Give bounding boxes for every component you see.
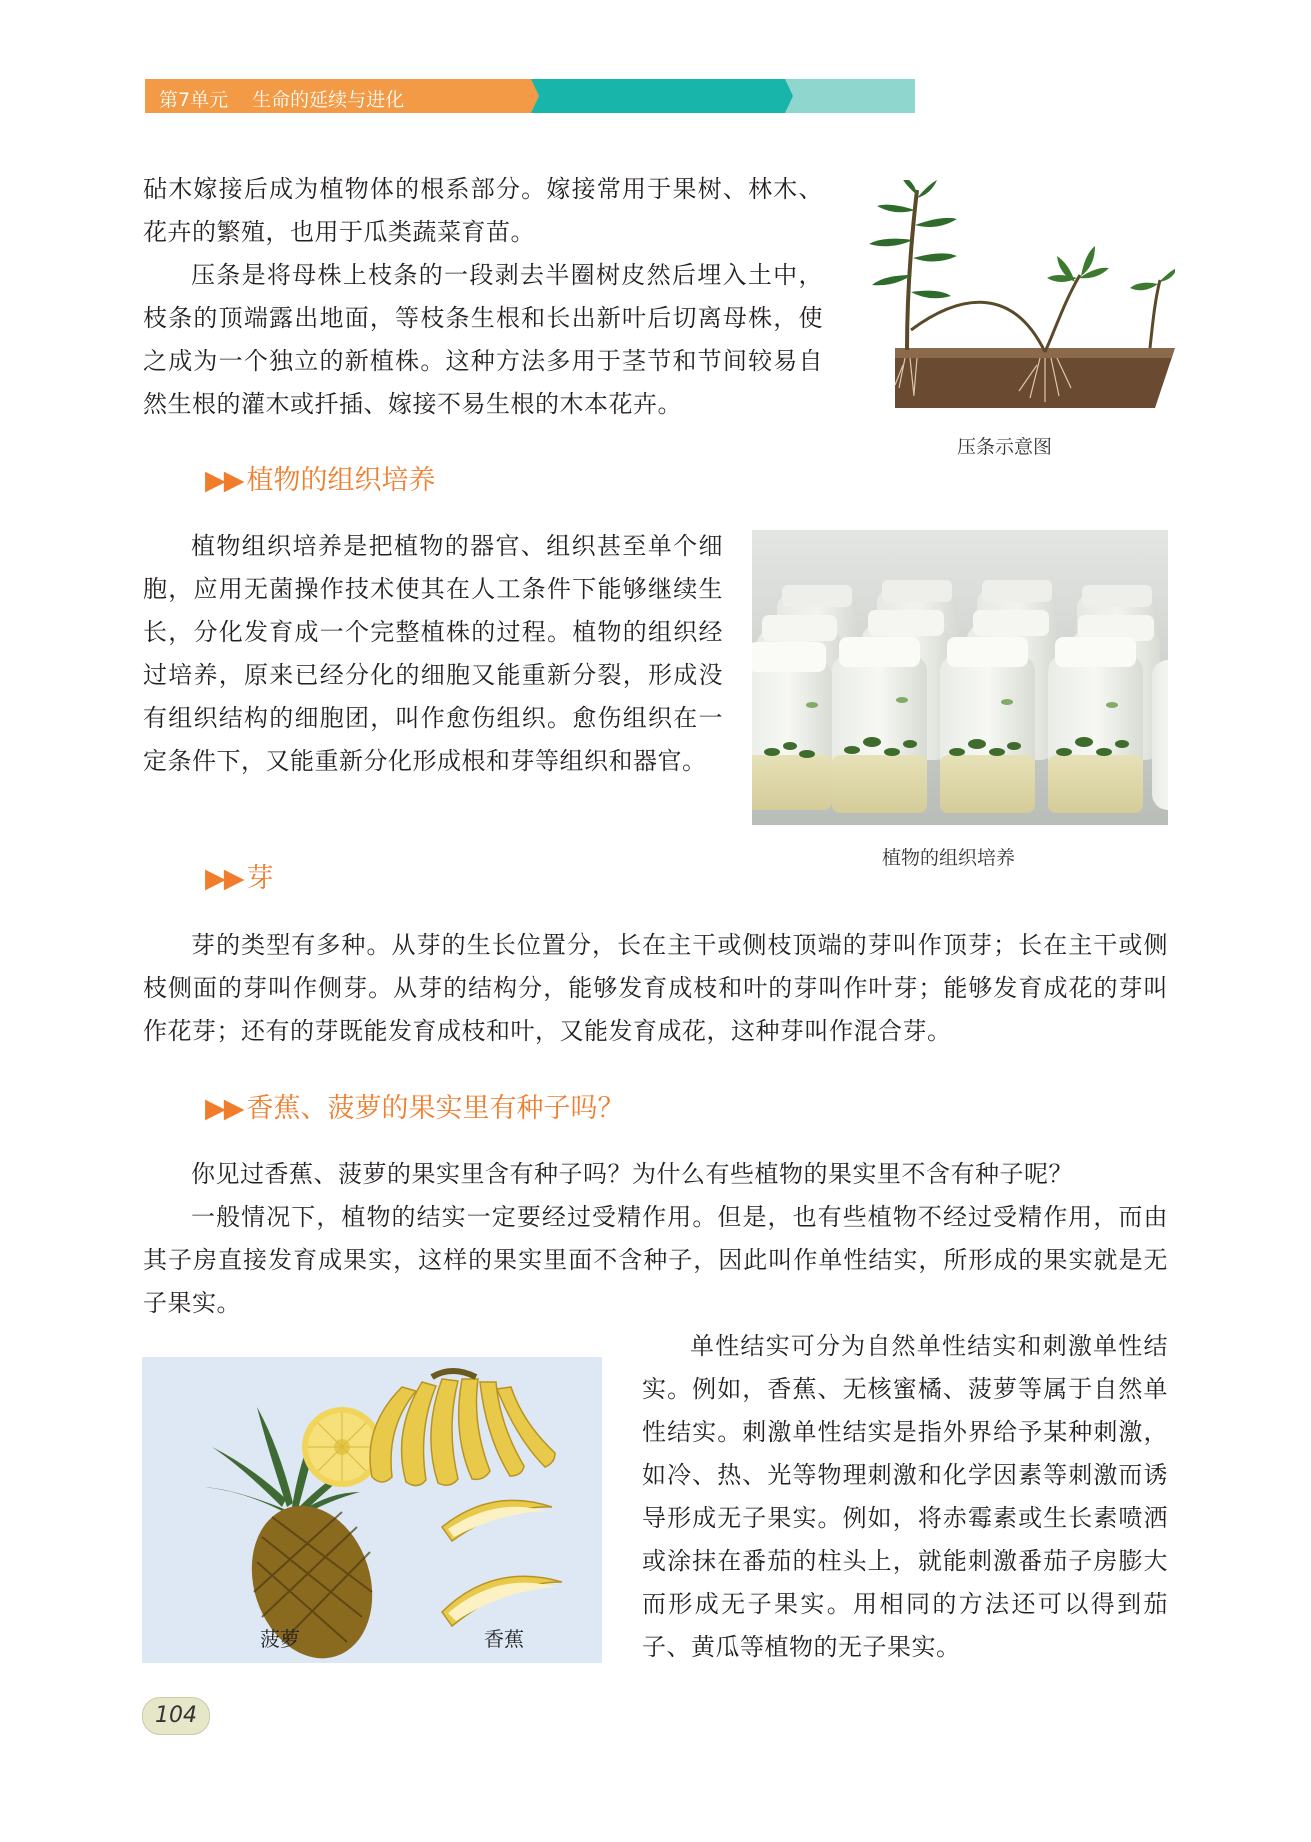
section-heading-tissue-culture <box>205 458 436 497</box>
label-pineapple: 菠萝 <box>260 1627 300 1651</box>
unit-number: 第7单元 <box>159 89 229 111</box>
section-title: 香蕉、菠萝的果实里有种子吗？ <box>246 1093 625 1124</box>
header-teal-band <box>531 79 796 113</box>
paragraph-parthenocarpy: 一般情况下，植物的结实一定要经过受精作用。但是，也有些植物不经过受精作用，而由其子房直接发育成果实，这样的果实里面不含种子，因此叫作单性结实，所形成的果实就是无子果实。 <box>143 1203 1168 1317</box>
paragraph-grafting: 砧木嫁接后成为植物体的根系部分。嫁接常用于果树、林木、花卉的繁殖，也用于瓜类蔬菜育苗。 <box>143 175 823 246</box>
unit-title: 生命的延续与进化 <box>252 89 405 111</box>
section-title: 芽 <box>246 863 274 894</box>
paragraph-seed-question: 你见过香蕉、菠萝的果实里含有种子吗？为什么有些植物的果实里不含有种子呢？ <box>191 1160 1073 1188</box>
label-banana: 香蕉 <box>484 1627 524 1651</box>
paragraph-layering: 压条是将母株上枝条的一段剥去半圈树皮然后埋入土中，枝条的顶端露出地面，等枝条生根和长出新叶后切离母株，使之成为一个独立的新植株。这种方法多用于茎节和节间较易自然生根的灌木或扦插、嫁接不易生根的木本花卉。 <box>143 261 823 418</box>
header-light-teal-band <box>785 79 915 113</box>
paragraph-tissue-culture: 植物组织培养是把植物的器官、组织甚至单个细胞，应用无菌操作技术使其在人工条件下能够继续生长，分化发育成一个完整植株的过程。植物的组织经过培养，原来已经分化的细胞又能重新分裂，形成没有组织结构的细胞团，叫作愈伤组织。愈伤组织在一定条件下，又能重新分化形成根和芽等组织和器官。 <box>143 532 723 775</box>
page-number: 104 <box>142 1697 210 1735</box>
paragraph-buds: 芽的类型有多种。从芽的生长位置分，长在主干或侧枝顶端的芽叫作顶芽；长在主干或侧枝侧面的芽叫作侧芽。从芽的结构分，能够发育成枝和叶的芽叫作叶芽；能够发育成花的芽叫作花芽；还有的芽既能发育成枝和叶，又能发育成花，这种芽叫作混合芽。 <box>143 931 1168 1045</box>
layering-diagram <box>855 180 1175 410</box>
section-title: 植物的组织培养 <box>246 465 436 496</box>
pineapple-banana-photo <box>142 1357 602 1663</box>
section-arrows: ▶▶ <box>205 465 243 496</box>
header-text <box>159 85 404 112</box>
section-arrows: ▶▶ <box>205 863 243 894</box>
section-arrows: ▶▶ <box>205 1093 243 1124</box>
caption-tissue-culture: 植物的组织培养 <box>882 847 1016 869</box>
section-heading-seedless <box>205 1086 625 1125</box>
tissue-culture-photo <box>752 530 1168 825</box>
caption-layering: 压条示意图 <box>957 436 1053 458</box>
paragraph-parthenocarpy-types: 单性结实可分为自然单性结实和刺激单性结实。例如，香蕉、无核蜜橘、菠萝等属于自然单性结实。刺激单性结实是指外界给予某种刺激，如冷、热、光等物理刺激和化学因素等刺激而诱导形成无子果实。例如，将赤霉素或生长素喷洒或涂抹在番茄的柱头上，就能刺激番茄子房膨大而形成无子果实。用相同的方法还可以得到茄子、黄瓜等植物的无子果实。 <box>642 1332 1168 1661</box>
section-heading-buds <box>205 856 274 895</box>
